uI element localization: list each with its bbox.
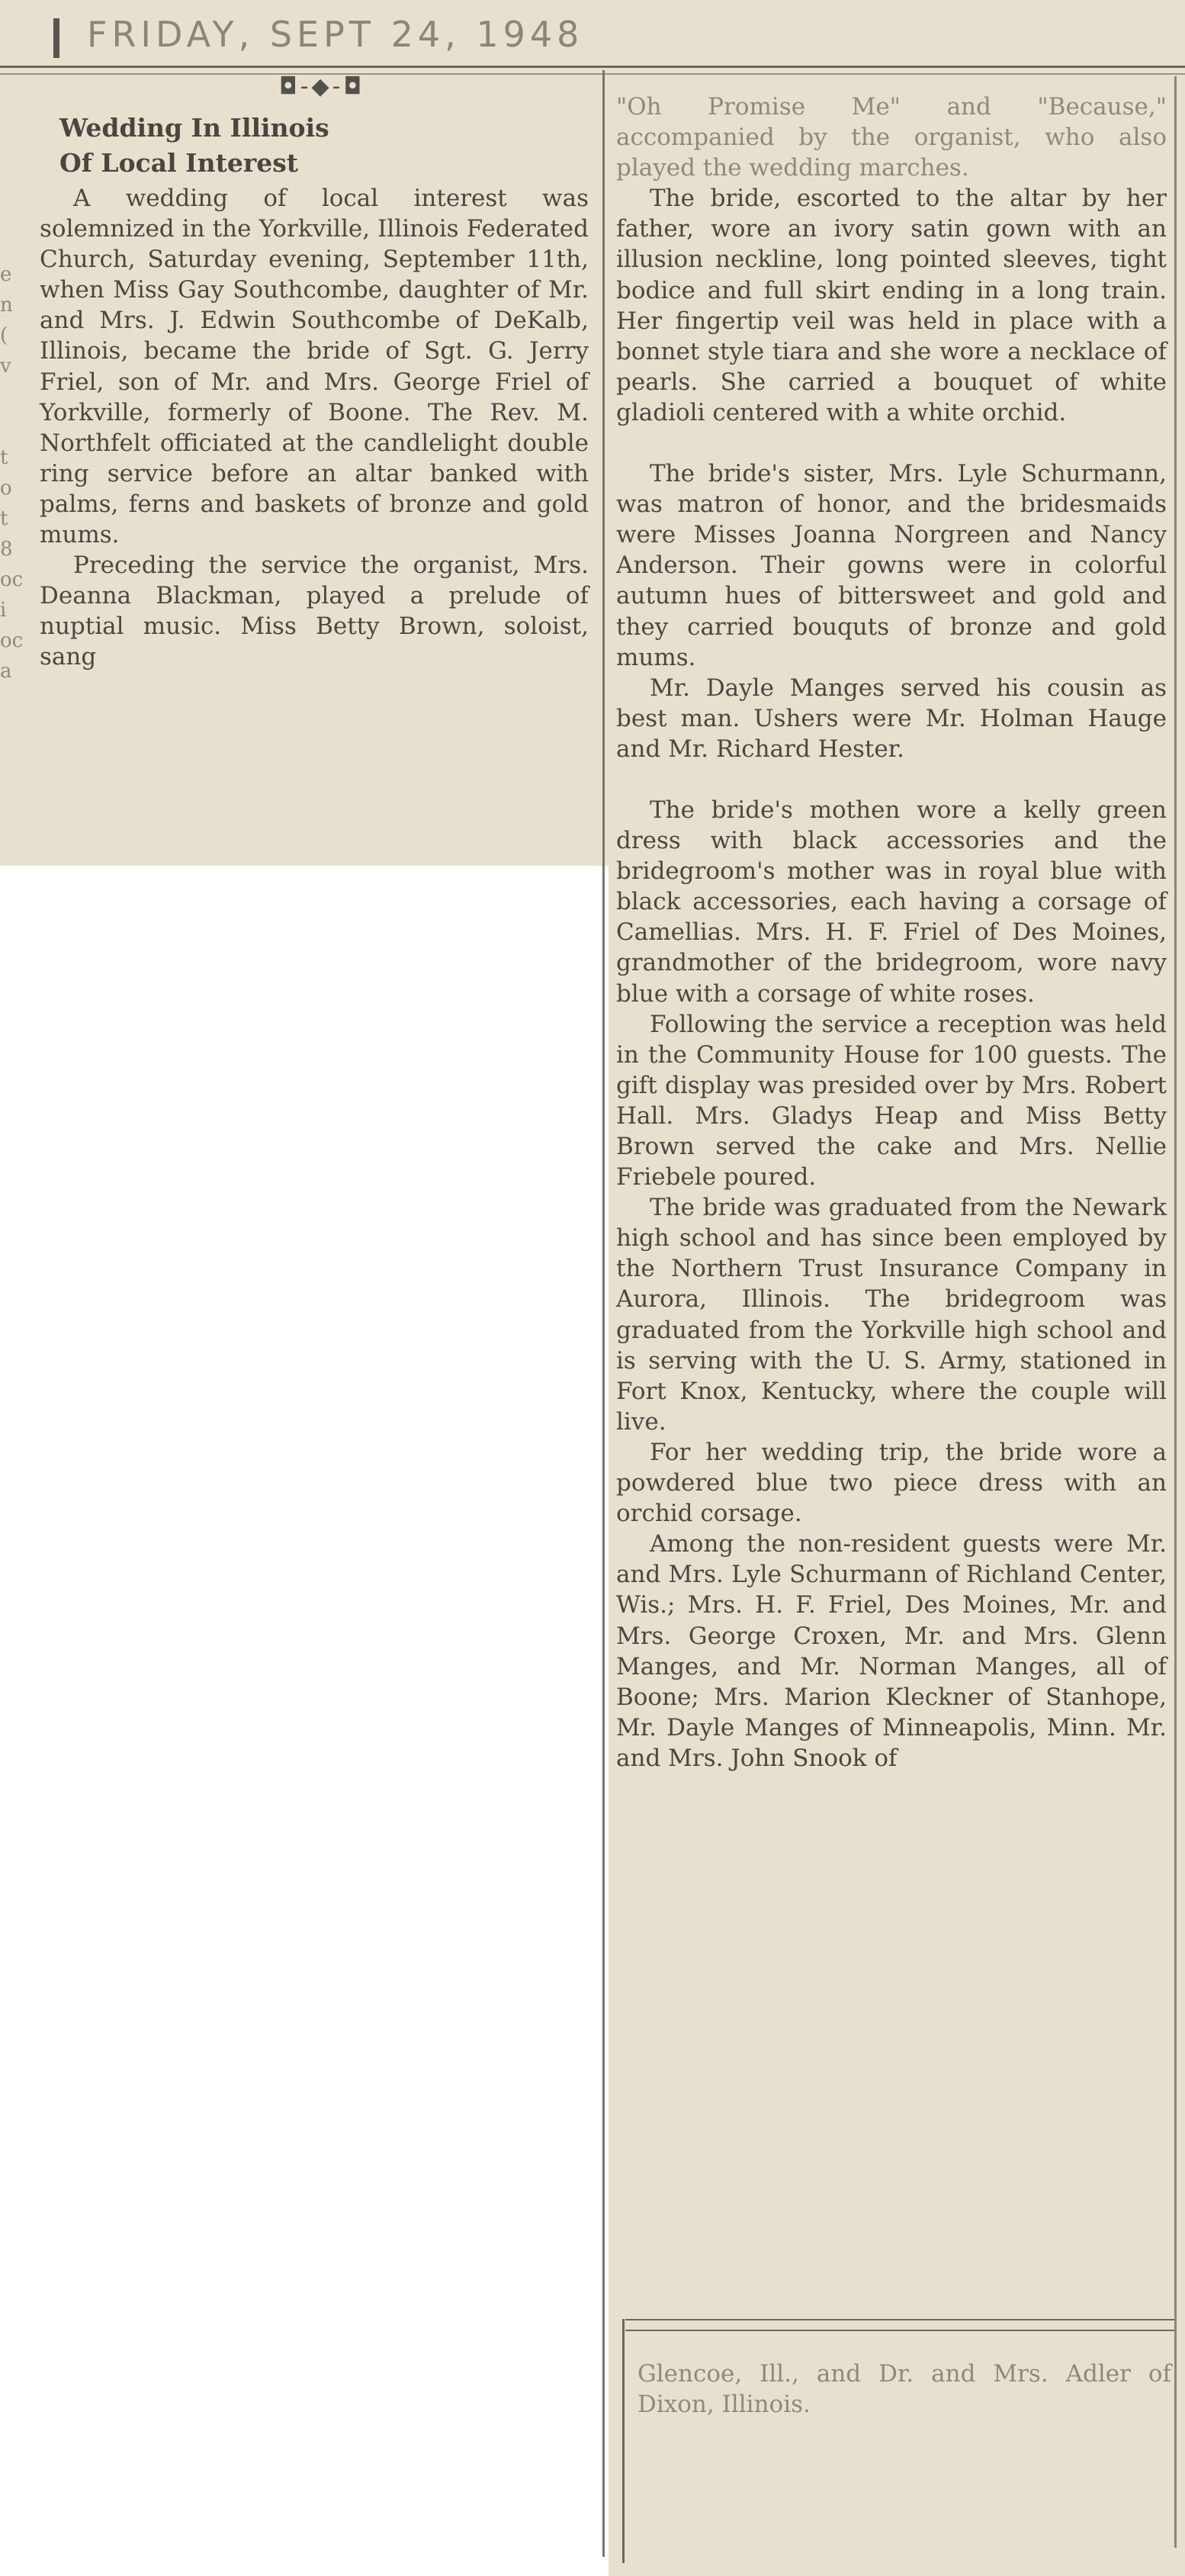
page-header <box>53 11 1167 64</box>
continuation-block <box>637 2359 1171 2420</box>
article-paragraph: A wedding of local interest was solemnized in the Yorkville, Illinois Federated Church, Saturday evening, September 11th, when Miss Gay Southcombe, daughter of Mr. and Mrs. J. Edwin Southcombe of DeKalb, Illinois, became the bride of Sgt. G. Jerry Friel, son of Mr. and Mrs. George Friel of Yorkville, formerly of Boone. The Rev. M. Northfelt officiated at the candlelight double ring service before an altar banked with palms, ferns and baskets of bronze and gold mums. <box>40 185 589 549</box>
article-continuation: Glencoe, Ill., and Dr. and Mrs. Adler of Dixon, Illinois. <box>637 2360 1171 2419</box>
article-paragraph: The bride's mothen wore a kelly green dress with black accessories and the bridegroom's mother was in royal blue with black accessories, each having a corsage of Camellias. Mrs. H. F. Friel of Des Moines, grandmother of the bridegroom, wore navy blue with a corsage of white roses. <box>616 796 1167 1008</box>
right-column-rule <box>1174 76 1177 2548</box>
column-divider <box>602 70 605 2557</box>
article-paragraph: Among the non-resident guests were Mr. and Mrs. Lyle Schurmann of Richland Center, Wis.; Mrs. H. F. Friel, Des Moines, Mr. and Mrs. George Croxen, Mr. and Mrs. Glenn Manges, and Mr. Norman Manges, all of Boone; Mrs. Marion Kleckner of Stanhope, Mr. Dayle Manges of Minneapolis, Minn. Mr. and Mrs. John Snook of <box>616 1530 1167 1772</box>
article-headline: Wedding In Illinois <box>59 113 329 143</box>
fragment-letter: t <box>0 446 8 469</box>
continuation-rule-left <box>622 2319 625 2563</box>
continuation-rule-thin <box>625 2330 1174 2331</box>
fragment-letter: n <box>0 294 13 317</box>
header-rule <box>0 66 1185 68</box>
fragment-letter: 8 <box>0 538 13 561</box>
fragment-letter: i <box>0 599 7 622</box>
article-column-right <box>616 92 1167 1774</box>
article-paragraph: The bride was graduated from the Newark high school and has since been employed by the Northern Trust Insurance Company in Aurora, Illinois. The bridegroom was graduated from the Yorkville high school and is serving with the U. S. Army, stationed in Fort Knox, Kentucky, where the couple will live. <box>616 1194 1167 1436</box>
article-paragraph: The bride, escorted to the altar by her father, wore an ivory satin gown with an illusion neckline, long pointed sleeves, tight bodice and full skirt ending in a long train. Her fingertip veil was held in place with a bonnet style tiara and she wore a necklace of pearls. She carried a bouquet of white gladioli centered with a white orchid. <box>616 185 1167 426</box>
article-column-left <box>40 183 589 673</box>
fragment-letter <box>0 381 17 412</box>
header-rule-thin <box>0 73 1185 75</box>
fragment-letter <box>0 412 17 442</box>
fragment-letter: t <box>0 507 8 530</box>
fragment-letter: v <box>0 355 11 378</box>
fragment-letter: oc <box>0 629 24 652</box>
article-paragraph: Following the service a reception was held in the Community House for 100 guests. The gift display was presided over by Mrs. Robert Hall. Mrs. Gladys Heap and Miss Betty Brown served the cake and Mrs. Nellie Friebele poured. <box>616 1010 1167 1192</box>
adjacent-column-fragments <box>0 259 24 687</box>
article-paragraph: The bride's sister, Mrs. Lyle Schurmann, was matron of honor, and the bridesmaids were Misses Joanna Norgreen and Nancy Anderson. Their gowns were in colorful autumn hues of bittersweet and gold and they carried bouquts of bronze and gold mums. <box>616 460 1167 671</box>
ornament-icon: ◘-◆-◘ <box>279 73 365 100</box>
article-subheadline: Of Local Interest <box>59 148 299 178</box>
article-paragraph: "Oh Promise Me" and "Because," accompanied by the organist, who also played the wedding marches. <box>616 93 1167 182</box>
blank-area <box>0 866 609 2576</box>
fragment-letter: ( <box>0 324 8 347</box>
continuation-rule-top <box>625 2319 1174 2320</box>
fragment-letter: a <box>0 660 12 683</box>
header-bar <box>53 18 59 58</box>
dateline: FRIDAY, SEPT 24, 1948 <box>87 14 584 55</box>
fragment-letter: e <box>0 263 12 286</box>
article-paragraph: Preceding the service the organist, Mrs. Deanna Blackman, played a prelude of nuptial music. Miss Betty Brown, soloist, sang <box>40 552 589 671</box>
fragment-letter: o <box>0 477 12 500</box>
article-paragraph: Mr. Dayle Manges served his cousin as best man. Ushers were Mr. Holman Hauge and Mr. Richard Hester. <box>616 674 1167 763</box>
fragment-letter: oc <box>0 568 24 591</box>
article-paragraph: For her wedding trip, the bride wore a powdered blue two piece dress with an orchid corsage. <box>616 1438 1167 1528</box>
